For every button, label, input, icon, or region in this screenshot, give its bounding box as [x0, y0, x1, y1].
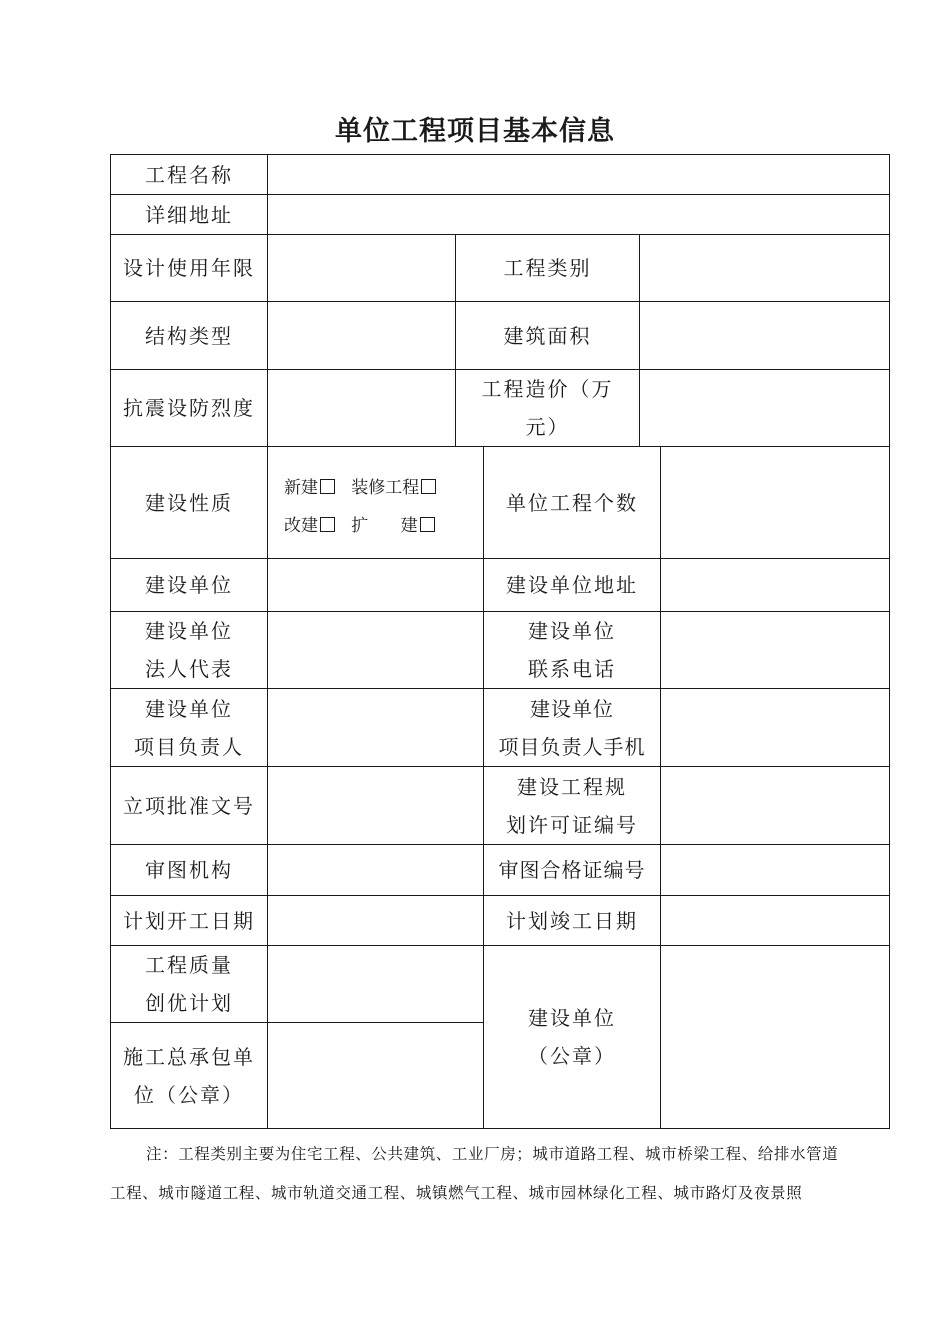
- options-row-2: 改建 扩 建: [284, 507, 435, 545]
- label-approval-doc-no: 立项批准文号: [110, 766, 268, 845]
- label-pm-mobile: 建设单位 项目负责人手机: [483, 688, 661, 767]
- quality-plan-field[interactable]: [267, 945, 484, 1023]
- label-planned-start: 计划开工日期: [110, 895, 268, 946]
- checkbox-expand[interactable]: [420, 517, 435, 532]
- checkbox-renovation[interactable]: [421, 479, 436, 494]
- label-builder-address: 建设单位地址: [483, 558, 661, 612]
- planning-permit-no-field[interactable]: [660, 766, 890, 845]
- design-life-field[interactable]: [267, 234, 456, 302]
- label-contact-phone: 建设单位 联系电话: [483, 611, 661, 689]
- label-contractor-seal: 施工总承包单 位（公章）: [110, 1022, 268, 1129]
- label-review-agency: 审图机构: [110, 844, 268, 896]
- label-builder: 建设单位: [110, 558, 268, 612]
- label-construction-nature: 建设性质: [110, 446, 268, 559]
- planned-completion-field[interactable]: [660, 895, 890, 946]
- label-structure-type: 结构类型: [110, 301, 268, 370]
- label-project-cost: 工程造价（万 元）: [455, 369, 640, 447]
- label-project-manager: 建设单位 项目负责人: [110, 688, 268, 767]
- page-title: 单位工程项目基本信息: [335, 116, 615, 147]
- checkbox-rebuild[interactable]: [320, 517, 335, 532]
- structure-type-field[interactable]: [267, 301, 456, 370]
- unit-count-field[interactable]: [660, 446, 890, 559]
- note-line-2: 工程、城市隧道工程、城市轨道交通工程、城镇燃气工程、城市园林绿化工程、城市路灯及夜景照: [110, 1184, 803, 1202]
- review-agency-field[interactable]: [267, 844, 484, 896]
- building-area-field[interactable]: [639, 301, 890, 370]
- checkbox-new[interactable]: [320, 479, 335, 494]
- builder-address-field[interactable]: [660, 558, 890, 612]
- label-project-name: 工程名称: [110, 154, 268, 195]
- project-category-field[interactable]: [639, 234, 890, 302]
- label-seismic-intensity: 抗震设防烈度: [110, 369, 268, 447]
- label-planned-completion: 计划竣工日期: [483, 895, 661, 946]
- planned-start-field[interactable]: [267, 895, 484, 946]
- approval-doc-no-field[interactable]: [267, 766, 484, 845]
- label-planning-permit-no: 建设工程规 划许可证编号: [483, 766, 661, 845]
- label-project-category: 工程类别: [455, 234, 640, 302]
- label-review-cert-no: 审图合格证编号: [483, 844, 661, 896]
- options-row-1: 新建 装修工程: [284, 469, 436, 507]
- label-builder-seal: 建设单位 （公章）: [483, 945, 661, 1129]
- note-line-1: 注：工程类别主要为住宅工程、公共建筑、工业厂房；城市道路工程、城市桥梁工程、给排水管道: [146, 1145, 839, 1163]
- builder-seal-field[interactable]: [660, 945, 890, 1129]
- builder-field[interactable]: [267, 558, 484, 612]
- label-design-life: 设计使用年限: [110, 234, 268, 302]
- legal-rep-field[interactable]: [267, 611, 484, 689]
- label-legal-rep: 建设单位 法人代表: [110, 611, 268, 689]
- label-quality-plan: 工程质量 创优计划: [110, 945, 268, 1023]
- review-cert-no-field[interactable]: [660, 844, 890, 896]
- pm-mobile-field[interactable]: [660, 688, 890, 767]
- seismic-intensity-field[interactable]: [267, 369, 456, 447]
- address-field[interactable]: [267, 194, 890, 235]
- construction-nature-options: [267, 446, 484, 559]
- label-building-area: 建筑面积: [455, 301, 640, 370]
- project-manager-field[interactable]: [267, 688, 484, 767]
- contractor-seal-field[interactable]: [267, 1022, 484, 1129]
- contact-phone-field[interactable]: [660, 611, 890, 689]
- project-name-field[interactable]: [267, 154, 890, 195]
- label-unit-count: 单位工程个数: [483, 446, 661, 559]
- project-cost-field[interactable]: [639, 369, 890, 447]
- label-address: 详细地址: [110, 194, 268, 235]
